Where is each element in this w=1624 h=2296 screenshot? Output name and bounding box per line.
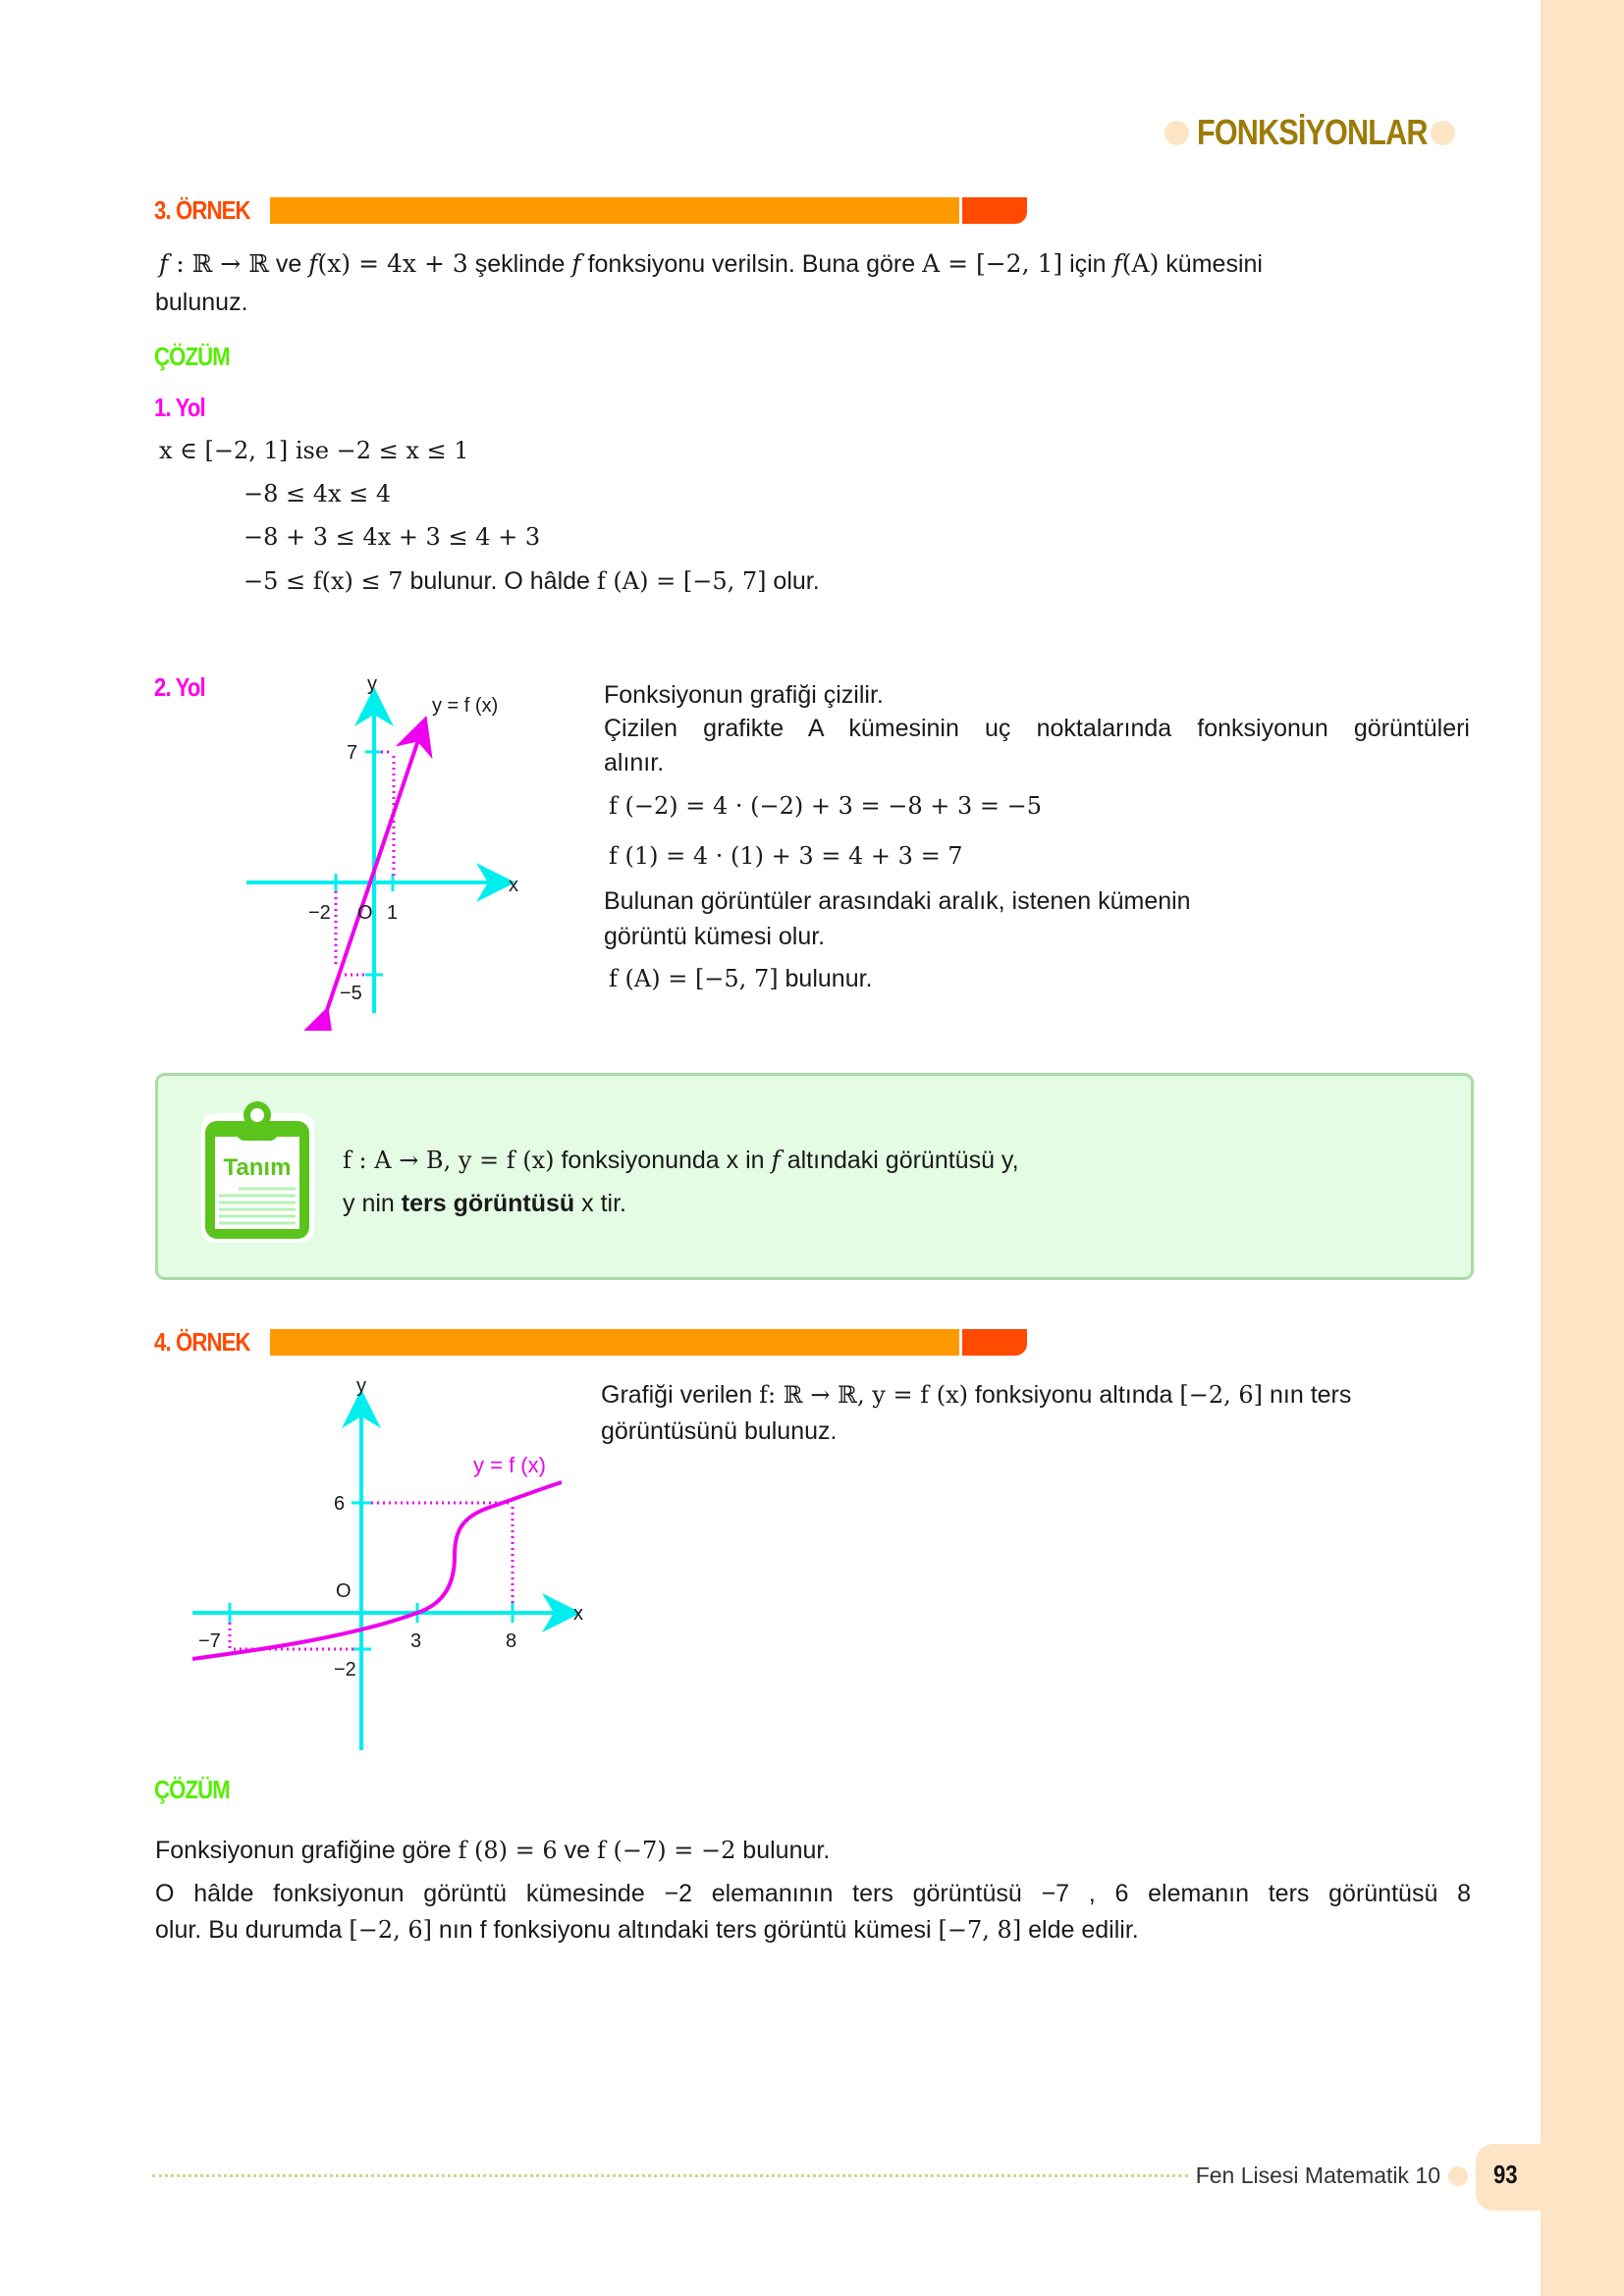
origin-label: O <box>357 902 373 924</box>
method-2-calc-2: f (1) = 4 · (1) + 3 = 4 + 3 = 7 <box>609 842 963 870</box>
x-axis-label: x <box>509 875 518 896</box>
tick-label-neg2: −2 <box>308 902 331 924</box>
solution-label: ÇÖZÜM <box>154 342 230 371</box>
example-4-label: 4. ÖRNEK <box>154 1326 250 1357</box>
method-2-line-1: Fonksiyonun grafiği çizilir. <box>604 681 884 709</box>
example-4-problem-line-1: Grafiği verilen f: ℝ → ℝ, y = f (x) fonksiyonu altında [−2, 6] nın ters <box>601 1381 1352 1409</box>
y-axis-label: y <box>356 1375 366 1397</box>
method-2-line-2: Çizilen grafikte A kümesinin uç noktalarında fonksiyonun görüntüleri <box>604 715 1470 742</box>
curve-label: y = f (x) <box>432 695 499 717</box>
method-1-step-2: −8 ≤ 4x ≤ 4 <box>244 480 392 507</box>
method-2-line-7: görüntü kümesi olur. <box>604 923 826 950</box>
tick-label-1: 1 <box>387 902 399 924</box>
example-4-solution-label: ÇÖZÜM <box>154 1775 230 1804</box>
bullet-dot-icon <box>1164 121 1189 145</box>
method-1-step-3: −8 + 3 ≤ 4x + 3 ≤ 4 + 3 <box>244 523 541 551</box>
origin-label: O <box>336 1580 352 1602</box>
x-axis-label: x <box>573 1603 583 1625</box>
bullet-dot-icon <box>1431 121 1455 145</box>
chapter-header <box>1164 112 1455 153</box>
example-4-solution-line-1: Fonksiyonun grafiğine göre f (8) = 6 ve f (−7) = −2 bulunur. <box>155 1837 831 1864</box>
definition-box <box>155 1073 1474 1280</box>
tick-label-neg2: −2 <box>334 1659 356 1681</box>
example-3-problem: f : ℝ → ℝ ve f(x) = 4x + 3 şeklinde f fonksiyonu verilsin. Buna göre A = [−2, 1] için f(A) kümesini <box>159 249 1263 278</box>
example-4-header <box>154 1327 1027 1357</box>
bullet-dot-icon <box>1448 2166 1468 2186</box>
curve-label: y = f (x) <box>473 1453 546 1477</box>
y-axis-label: y <box>367 673 377 695</box>
tick-label-3: 3 <box>410 1630 422 1652</box>
s-curve-function-graph <box>177 1369 589 1762</box>
footer-dotted-rule <box>152 2174 1188 2177</box>
method-2-line-6: Bulunan görüntüler arasındaki aralık, istenen kümenin <box>604 887 1191 915</box>
example-3-problem-line2: bulunuz. <box>155 289 248 316</box>
definition-line-1: f : A → B, y = f (x) fonksiyonunda x in f altındaki görüntüsü y, <box>343 1146 1019 1174</box>
method-1-conclusion: −5 ≤ f(x) ≤ 7 bulunur. O hâlde f (A) = [−5, 7] olur. <box>244 567 820 595</box>
page-footer <box>152 2163 1468 2189</box>
method-2-result: f (A) = [−5, 7] bulunur. <box>609 965 873 992</box>
example-4-problem-line-2: görüntüsünü bulunuz. <box>601 1417 838 1445</box>
side-margin-strip <box>1541 0 1624 2296</box>
example-4-solution-line-2: O hâlde fonksiyonun görüntü kümesinde −2 elemanının ters görüntüsü −7 , 6 elemanın ters görüntüsü 8 <box>155 1880 1471 1907</box>
method-2-line-3: alınır. <box>604 749 665 776</box>
header-bar-end <box>962 1329 1027 1356</box>
tick-label-8: 8 <box>506 1630 517 1652</box>
header-bar-end <box>962 197 1027 224</box>
example-3-label: 3. ÖRNEK <box>154 194 250 225</box>
page-number: 93 <box>1493 2160 1518 2189</box>
method-1-label: 1. Yol <box>154 393 205 422</box>
header-bar <box>270 1329 959 1356</box>
tick-label-6: 6 <box>334 1493 346 1515</box>
definition-line-2: y nin ters görüntüsü x tir. <box>343 1190 626 1217</box>
definition-text <box>343 1139 1019 1225</box>
tick-label-neg7: −7 <box>198 1630 221 1652</box>
example-3-header <box>154 195 1027 225</box>
method-2-label: 2. Yol <box>154 672 205 702</box>
tick-label-7: 7 <box>347 742 358 764</box>
header-bar <box>270 197 959 224</box>
clipboard-icon <box>201 1095 314 1243</box>
method-1-step-1: x ∈ [−2, 1] ise −2 ≤ x ≤ 1 <box>159 437 469 464</box>
chapter-title: FONKSİYONLAR <box>1197 112 1428 152</box>
book-title: Fen Lisesi Matematik 10 <box>1195 2163 1440 2188</box>
linear-function-graph <box>236 667 550 1031</box>
tick-label-neg5: −5 <box>340 983 362 1004</box>
method-2-calc-1: f (−2) = 4 · (−2) + 3 = −8 + 3 = −5 <box>609 792 1043 820</box>
example-4-solution-line-3: olur. Bu durumda [−2, 6] nın f fonksiyonu altındaki ters görüntü kümesi [−7, 8] elde edilir. <box>155 1916 1139 1944</box>
definition-badge: Tanım <box>223 1154 292 1181</box>
